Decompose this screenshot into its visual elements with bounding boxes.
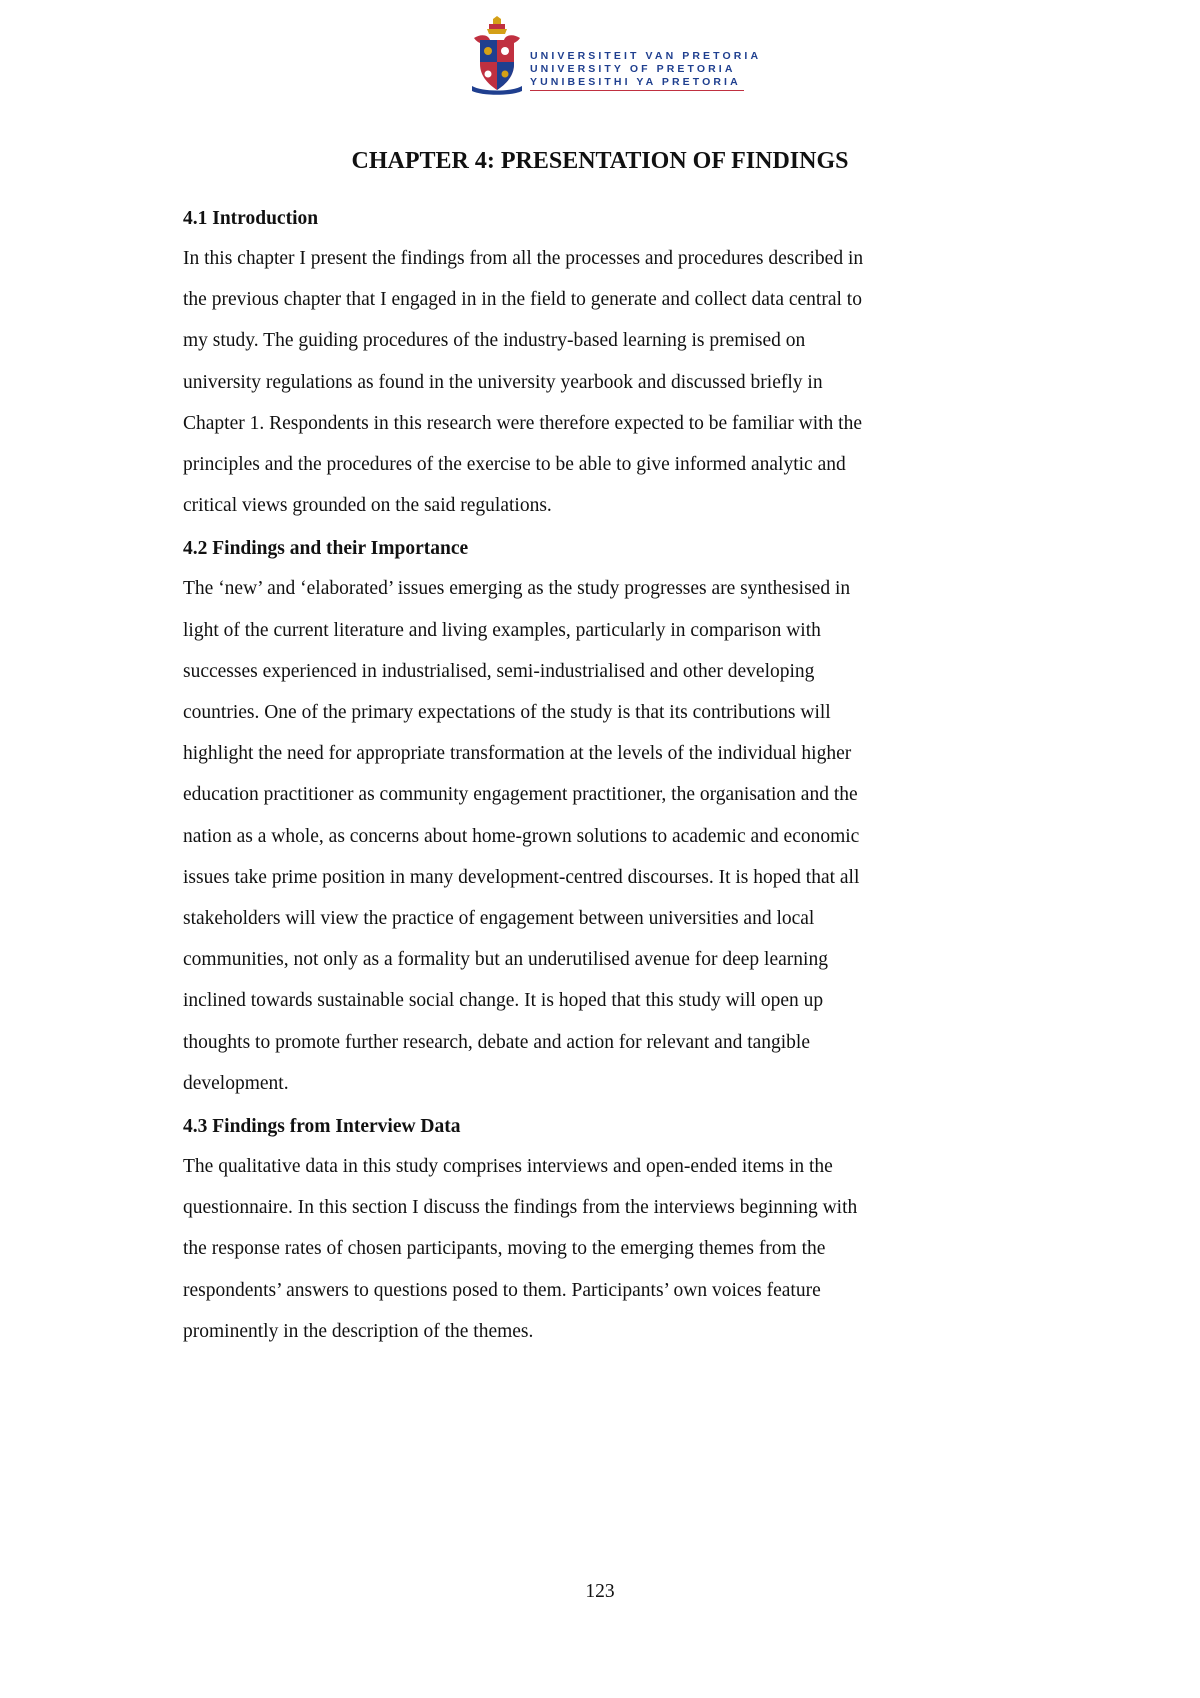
section-introduction [183, 204, 1043, 526]
university-name-sepedi: YUNIBESITHI YA PRETORIA [530, 76, 741, 88]
university-name-block [530, 50, 762, 91]
university-header [468, 16, 762, 98]
page-number: 123 [585, 1581, 615, 1602]
university-crest-icon [468, 16, 526, 96]
section-paragraph: The qualitative data in this study comprises interviews and open-ended items in the questionnaire. In this section I discuss the findings from the interviews beginning with the response rates of chosen participants, moving to the emerging themes from the respondents’ answers to questions posed to them. Participants’ own voices feature prominently in the description of the themes. [183, 1156, 858, 1342]
university-name-afrikaans: UNIVERSITEIT VAN PRETORIA [530, 50, 762, 62]
section-heading: 4.2 Findings and their Importance [183, 538, 469, 560]
section-paragraph: The ‘new’ and ‘elaborated’ issues emerging as the study progresses are synthesised in light of the current literature and living examples, particularly in comparison with successes experienced in industrialised, semi-industrialised and other developing countries. One of the primary expectations of the study is that its contributions will highlight the need for appropriate transformation at the levels of the individual higher education practitioner as community engagement practitioner, the organisation and the nation as a whole, as concerns about home-grown solutions to academic and economic issues take prime position in many development-centred discourses. It is hoped that all stakeholders will view the practice of engagement between universities and local communities, not only as a formality but an underutilised avenue for deep learning inclined towards sustainable social change. It is hoped that this study will open up thoughts to promote further research, debate and action for relevant and tangible development. [183, 578, 860, 1094]
document-body [183, 204, 1043, 1360]
chapter-title: CHAPTER 4: PRESENTATION OF FINDINGS [351, 148, 849, 174]
header-divider [530, 90, 744, 91]
section-interview-findings [183, 1112, 1043, 1352]
section-heading: 4.3 Findings from Interview Data [183, 1116, 461, 1138]
section-paragraph: In this chapter I present the findings from all the processes and procedures described in the previous chapter that I engaged in in the field to generate and collect data central to my study. The guiding procedures of the industry-based learning is premised on university regulations as found in the university yearbook and discussed briefly in Chapter 1. Respondents in this research were therefore expected to be familiar with the principles and the procedures of the exercise to be able to give informed analytic and critical views grounded on the said regulations. [183, 248, 864, 517]
section-heading: 4.1 Introduction [183, 208, 319, 229]
section-findings-importance [183, 534, 1043, 1104]
university-name-english: UNIVERSITY OF PRETORIA [530, 63, 736, 75]
